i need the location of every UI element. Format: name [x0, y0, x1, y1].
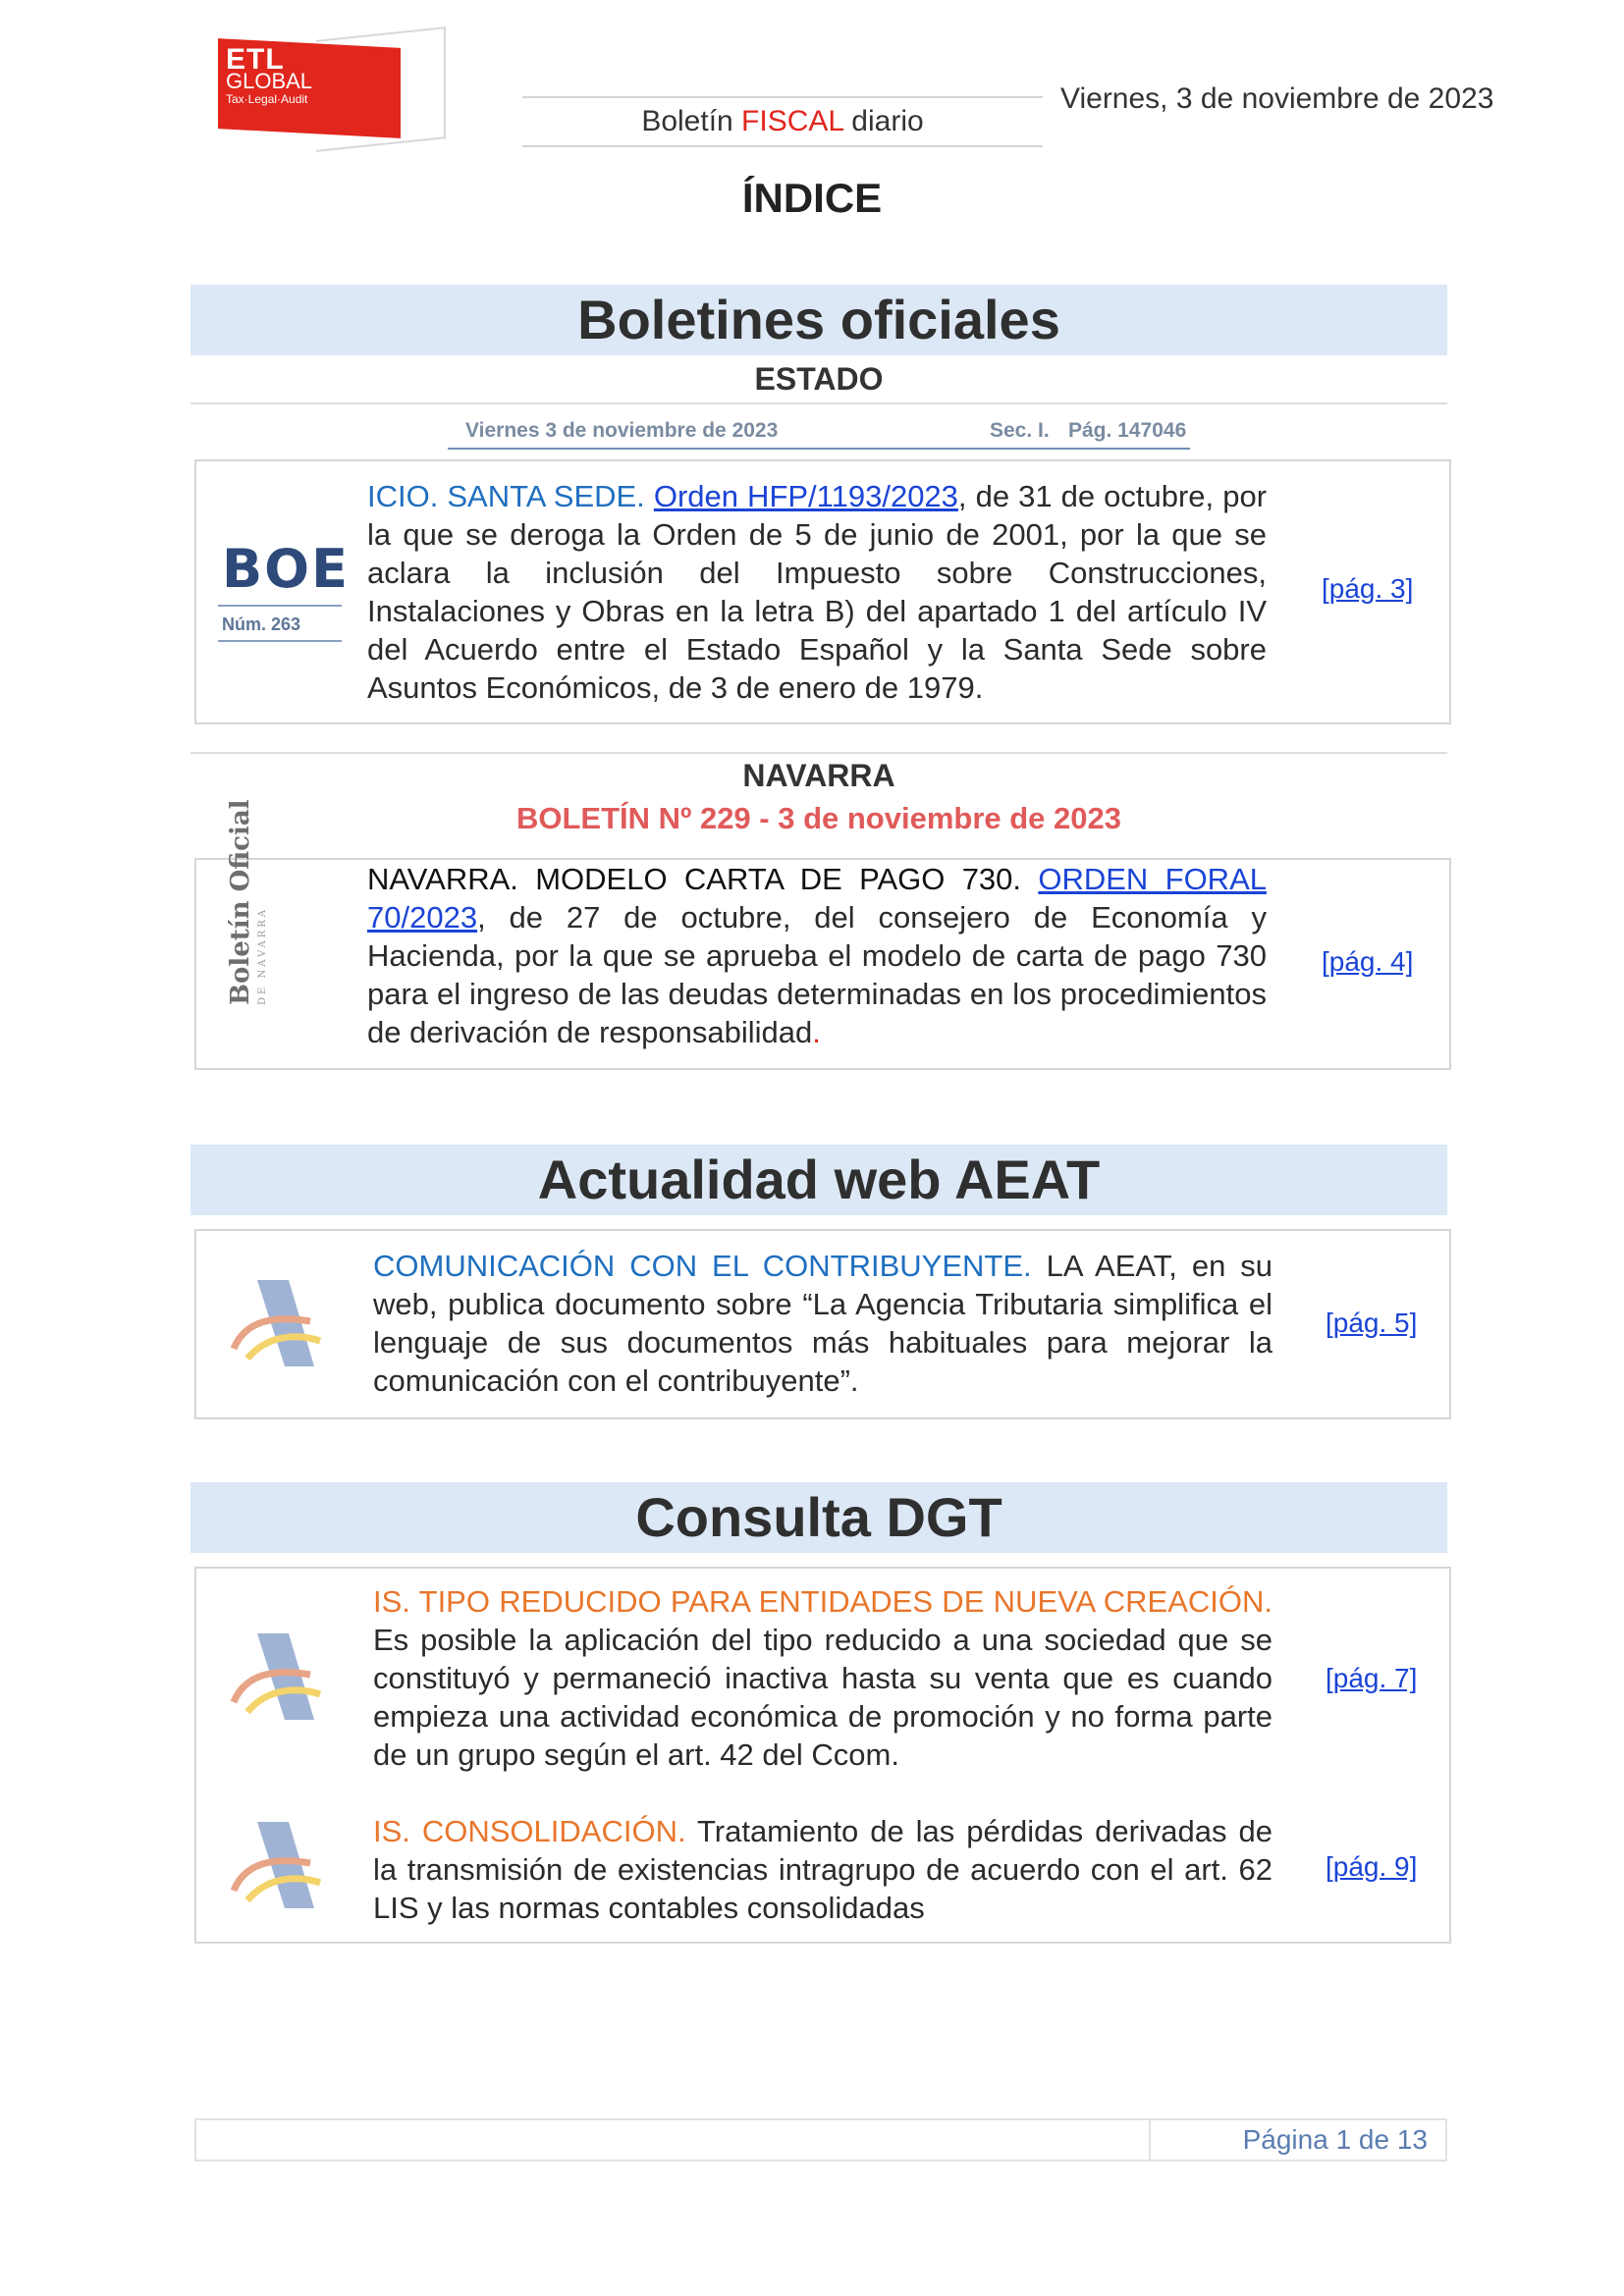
entry-navarra [367, 860, 1267, 1051]
navarra-bulletin: BOLETÍN Nº 229 - 3 de noviembre de 2023 [515, 801, 1122, 835]
boe-logo-number: Núm. 263 [222, 614, 301, 634]
boe-logo-bar [218, 640, 342, 642]
entry-estado [367, 477, 1267, 707]
boe-header-line [448, 414, 1190, 450]
aeat-logo-icon [228, 1276, 326, 1370]
footer [194, 2118, 1447, 2162]
boe-logo-bar [218, 605, 342, 607]
navarra-heading: NAVARRA [742, 758, 895, 793]
entry-dgt-2 [373, 1812, 1272, 1927]
section-actualidad-aeat: Actualidad web AEAT [190, 1145, 1447, 1215]
order-link[interactable]: Orden HFP/1193/2023 [653, 479, 958, 513]
estado-heading: ESTADO [754, 361, 884, 397]
bulletin-highlight: FISCAL [741, 105, 843, 137]
section-consulta-dgt: Consulta DGT [190, 1482, 1447, 1553]
entry-end: . [812, 1015, 821, 1049]
entry-tag: IS. CONSOLIDACIÓN. [373, 1814, 686, 1848]
boe-logo-letters: BOE [222, 538, 350, 600]
aeat-logo-icon [228, 1818, 326, 1912]
navarra-logo [218, 799, 287, 1015]
divider [190, 752, 1447, 754]
index-title: ÍNDICE [741, 175, 883, 221]
aeat-logo-icon [228, 1629, 326, 1724]
entry-dgt-1 [373, 1582, 1272, 1774]
page-link-9[interactable]: [pág. 9] [1326, 1851, 1418, 1882]
entry-body: , de 27 de octubre, del consejero de Economía y Hacienda, por la que se aprueba el modelo de carta de pago 730 para el ingreso de las deudas determinadas en los procedimientos de derivación de responsabilidad [367, 900, 1267, 1049]
entry-body: LA AEAT, en su web, publica documento sobre “La Agencia Tributaria simplifica el lenguaje de sus documentos más habituales para mejorar la comunicación con el contribuyente”. [373, 1249, 1273, 1398]
entry-body: Tratamiento de las pérdidas derivadas de la transmisión de existencias intragrupo de acuerdo con el art. 62 LIS y las normas contables consolidadas [373, 1814, 1272, 1925]
entry-body: Es posible la aplicación del tipo reducido a una sociedad que se constituyó y permaneció inactiva hasta su venta que es cuando empieza una actividad económica de promoción y no forma parte de un grupo según el art. 42 del Ccom. [373, 1623, 1272, 1772]
bulletin-title [522, 96, 1043, 147]
section-boletines-oficiales: Boletines oficiales [190, 285, 1447, 355]
page-link-3[interactable]: [pág. 3] [1322, 573, 1414, 604]
navarra-logo-text: Boletín Oficial [226, 799, 255, 1005]
entry-tag: IS. TIPO REDUCIDO PARA ENTIDADES DE NUEVA CREACIÓN. [373, 1584, 1272, 1619]
bulletin-suffix: diario [842, 105, 924, 137]
bulletin-prefix: Boletín [641, 105, 742, 137]
page-number: Página 1 de 13 [1242, 2124, 1428, 2155]
page-link-7[interactable]: [pág. 7] [1326, 1663, 1418, 1693]
boe-date: Viernes 3 de noviembre de 2023 [465, 419, 779, 442]
boe-section: Sec. I. [990, 419, 1050, 442]
boe-page: Pág. 147046 [1068, 419, 1187, 442]
page-link-4[interactable]: [pág. 4] [1322, 946, 1414, 977]
boe-logo [218, 538, 350, 646]
etl-global-logo [218, 37, 401, 145]
logo-line2: GLOBAL [226, 69, 313, 93]
logo-line3: Tax·Legal·Audit [226, 92, 308, 106]
entry-tag: ICIO. SANTA SEDE. [367, 479, 645, 513]
footer-divider [1149, 2120, 1151, 2160]
order-link[interactable]: ORDEN FORAL 70/2023 [367, 862, 1267, 934]
page-link-5[interactable]: [pág. 5] [1326, 1308, 1418, 1338]
navarra-logo-subtext: DE NAVARRA [257, 906, 268, 1005]
entry-tag: COMUNICACIÓN CON EL CONTRIBUYENTE. [373, 1249, 1032, 1283]
header-date: Viernes, 3 de noviembre de 2023 [1060, 82, 1494, 115]
logo-line1: ETL [226, 43, 285, 76]
entry-body: , de 31 de octubre, por la que se deroga la Orden de 5 de junio de 2001, por la que se aclara la inclusión del Impuesto sobre Construcciones, Instalaciones y Obras en la letra B) del apartado 1 del artículo IV del Acuerdo entre el Estado Español y la Santa Sede sobre Asuntos Económicos, de 3 de enero de 1979. [367, 479, 1268, 705]
entry-aeat [373, 1247, 1272, 1400]
divider [190, 402, 1447, 404]
entry-tag: NAVARRA. MODELO CARTA DE PAGO 730. [367, 862, 1022, 896]
